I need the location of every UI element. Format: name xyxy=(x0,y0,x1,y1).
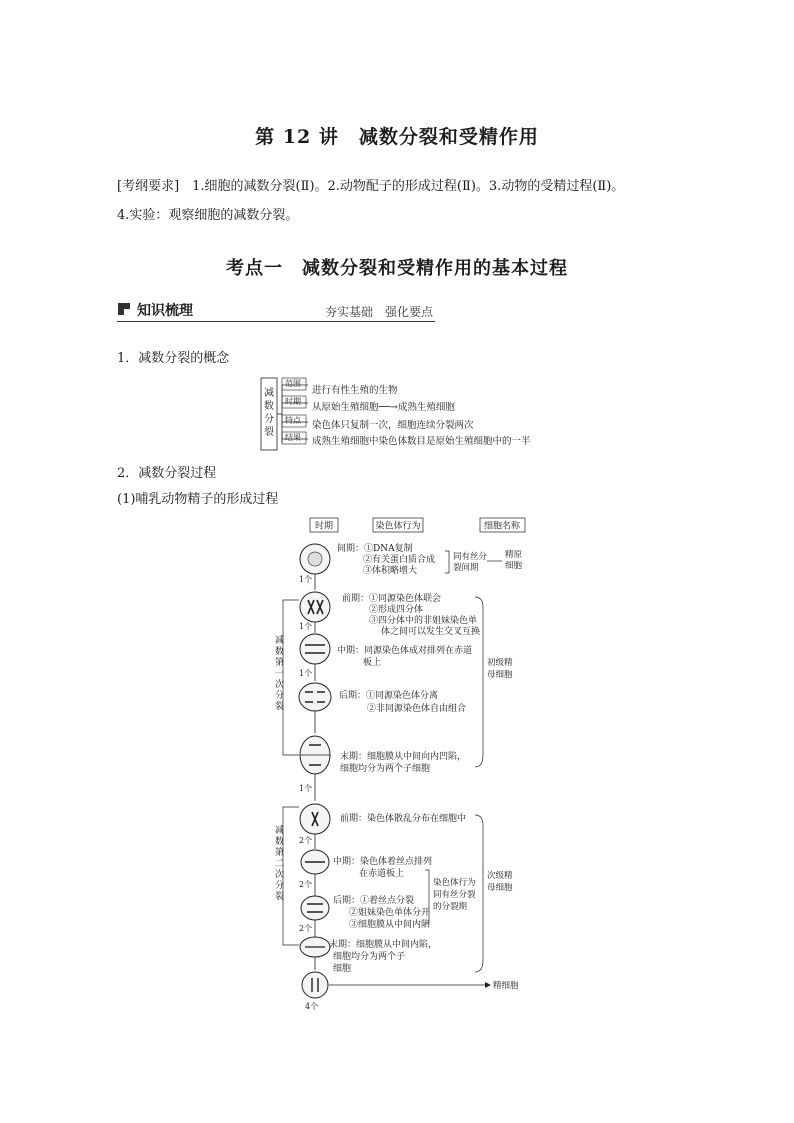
interphase-line-1: 间期：①DNA复制 xyxy=(337,544,413,554)
concept-diagram xyxy=(260,377,550,452)
heading-process: 2．减数分裂过程 xyxy=(117,466,217,481)
requirements-line-2: 4.实验：观察细胞的减数分裂。 xyxy=(117,208,299,223)
requirements-line-1: [考纲要求] 1.细胞的减数分裂(Ⅱ)。2.动物配子的形成过程(Ⅱ)。3.动物的受精过程(Ⅱ)。 xyxy=(117,179,625,194)
m1-metaphase-cell xyxy=(300,634,330,664)
m1-anaphase-line-2: ②非同源染色体自由组合 xyxy=(367,704,467,714)
count-1d: 1个 xyxy=(299,784,313,793)
knowledge-bar-label: 知识梳理 xyxy=(137,303,193,319)
m1-anaphase-line-1: 后期：①同源染色体分离 xyxy=(339,691,439,701)
m1-telophase-line-1: 末期：细胞膜从中间向内凹陷， xyxy=(340,752,467,762)
secondary-cell-2: 母细胞 xyxy=(487,883,513,893)
concept-label-period: 时期 xyxy=(285,397,301,406)
m2-telophase-line-2: 细胞均分为两个子 xyxy=(333,952,406,962)
m2-note-1: 染色体行为 xyxy=(433,878,476,888)
header-period: 时期 xyxy=(314,521,334,532)
primary-cell-2: 母细胞 xyxy=(487,670,513,680)
count-1c: 1个 xyxy=(299,669,313,678)
m1-prophase-line-2: ②形成四分体 xyxy=(369,605,424,615)
sperm-formation-diagram xyxy=(265,515,535,1015)
m1-telophase-line-2: 细胞均分为两个子细胞 xyxy=(340,764,431,774)
m2-anaphase-line-2: ②姐妹染色单体分开 xyxy=(349,908,431,918)
m2-anaphase-line-3: ③细胞膜从中间内陷 xyxy=(349,920,431,930)
m1-prophase-cell xyxy=(300,592,330,622)
m2-note-3: 的分裂期 xyxy=(433,902,468,912)
count-1b: 1个 xyxy=(299,622,313,631)
interphase-note-1: 同有丝分 xyxy=(453,552,488,562)
concept-text-result: 成熟生殖细胞中染色体数目是原始生殖细胞中的一半 xyxy=(312,436,531,447)
count-4: 4个 xyxy=(305,1002,319,1011)
spermatid-label: 精细胞 xyxy=(493,981,519,991)
interphase-line-3: ③体积略增大 xyxy=(363,566,418,576)
header-chromosome-behavior: 染色体行为 xyxy=(375,521,421,532)
count-2a: 2个 xyxy=(299,836,313,845)
knowledge-bar xyxy=(117,300,435,322)
m2-telophase-line-3: 细胞 xyxy=(333,964,352,974)
spermatid-cell xyxy=(302,972,328,998)
header-cell-name: 细胞名称 xyxy=(483,521,521,532)
section-title: 考点一 减数分裂和受精作用的基本过程 xyxy=(226,258,568,279)
knowledge-bar-subtitle: 夯实基础 强化要点 xyxy=(325,305,434,319)
m1-prophase-line-1: 前期：①同源染色体联会 xyxy=(342,594,442,604)
page-title: 第 12 讲 减数分裂和受精作用 xyxy=(255,126,539,148)
concept-label-feature: 特点 xyxy=(285,416,301,425)
m2-prophase-line-1: 前期：染色体散乱分布在细胞中 xyxy=(340,814,467,824)
m2-metaphase-line-2: 在赤道板上 xyxy=(359,869,405,879)
m2-anaphase-cell xyxy=(301,896,329,920)
cell-spermatogonium-1: 精原 xyxy=(505,550,523,560)
primary-cell-1: 初级精 xyxy=(487,658,513,668)
m2-metaphase-line-1: 中期：染色体着丝点排列 xyxy=(333,857,433,867)
concept-text-feature: 染色体只复制一次，细胞连续分裂两次 xyxy=(312,420,474,431)
interphase-line-2: ②有关蛋白质合成 xyxy=(363,555,436,565)
concept-side-label: 减 数 分 裂 xyxy=(264,388,274,438)
m1-anaphase-cell xyxy=(299,683,331,711)
meiosis2-label: 减 数 第 二 次 分 裂 xyxy=(275,826,285,902)
cell-spermatogonium-2: 细胞 xyxy=(505,561,523,571)
m2-note-2: 同有丝分裂 xyxy=(433,890,476,900)
exam-requirements xyxy=(117,172,677,230)
heading-sperm-formation: (1)哺乳动物精子的形成过程 xyxy=(117,492,279,507)
m1-metaphase-line-1: 中期：同源染色体成对排列在赤道 xyxy=(337,646,473,656)
concept-label-result: 结果 xyxy=(285,433,301,442)
secondary-cell-1: 次级精 xyxy=(487,871,513,881)
m2-anaphase-line-1: 后期：①着丝点分裂 xyxy=(333,896,415,906)
concept-text-period: 从原始生殖细胞──→成熟生殖细胞 xyxy=(312,402,455,413)
count-1a: 1个 xyxy=(299,575,313,584)
count-2c: 2个 xyxy=(299,924,313,933)
concept-text-scope: 进行有性生殖的生物 xyxy=(312,385,398,396)
interphase-note-2: 裂间期 xyxy=(453,563,479,573)
heading-concept: 1．减数分裂的概念 xyxy=(117,351,230,366)
m1-metaphase-line-2: 板上 xyxy=(363,658,382,668)
m1-prophase-line-3: ③四分体中的非姐妹染色单 xyxy=(369,616,478,626)
count-2b: 2个 xyxy=(299,880,313,889)
concept-label-scope: 范围 xyxy=(285,379,301,388)
m2-telophase-line-1: 末期：细胞膜从中间内陷， xyxy=(329,940,438,950)
m1-prophase-line-4: 体之间可以发生交叉互换 xyxy=(381,627,481,637)
meiosis1-label: 减 数 第 一 次 分 裂 xyxy=(275,636,285,712)
